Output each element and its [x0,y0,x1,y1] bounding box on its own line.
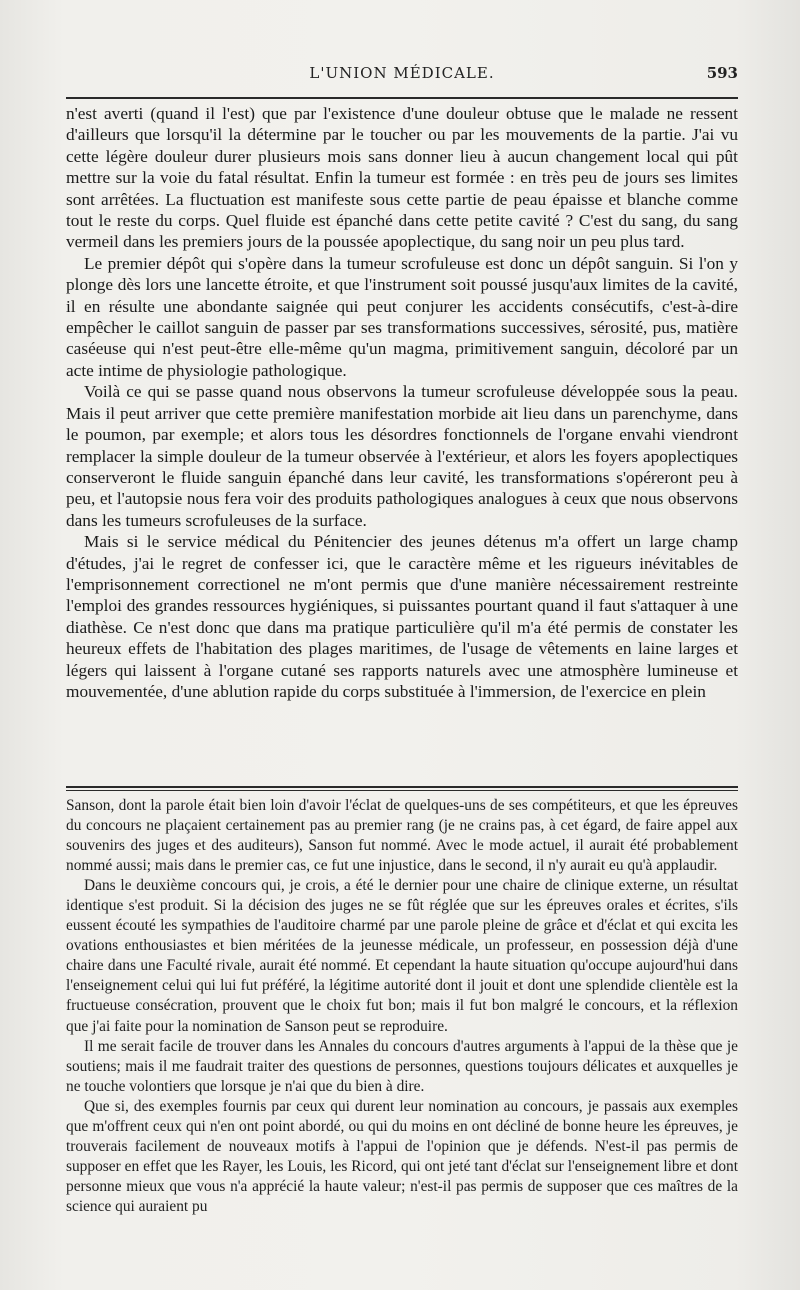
main-body-text [66,103,738,702]
footnote-separator [66,786,738,791]
body-paragraph: Voilà ce qui se passe quand nous observons la tumeur scrofuleuse développée sous la peau. Mais il peut arriver que cette première manifestation morbide ait lieu dans un parenchyme, dans le poumon, par exemple; et alors tous les désordres fonctionnels de l'organe envahi viendront remplacer la simple douleur de la tumeur observée à l'extérieur, et alors les foyers apoplectiques conserveront le fluide sanguin épanché dans leur cavité, les transformations s'opéreront peu à peu, et l'autopsie nous fera voir des produits pathologiques analogues à ceux que nous observons dans les tumeurs scrofuleuses de la surface. [66,382,738,530]
footnote-text [66,796,738,1217]
footnote-paragraph: Que si, des exemples fournis par ceux qui durent leur nomination au concours, je passais aux exemples que m'offrent ceux qui n'en ont point abordé, ou qui du moins en ont décliné de bonne heure les épreuves, je trouverais facilement de nouveaux motifs à l'appui de l'opinion que je défends. N'est-il pas permis de supposer en effet que les Rayer, les Louis, les Ricord, qui ont jeté tant d'éclat sur l'enseignement libre et dont personne mieux que vous n'a apprécié la haute valeur; n'est-il pas permis de supposer que ces maîtres de la science qui auraient pu [66,1097,738,1215]
header-rule [66,97,738,99]
footnote-paragraph: Il me serait facile de trouver dans les Annales du concours d'autres arguments à l'appui de la thèse que je soutiens; mais il me faudrait traiter des questions de personnes, questions toujours délicates et auxquelles je ne touche volontiers que lorsque je n'ai que du bien à dire. [66,1037,738,1095]
footnote-paragraph: Sanson, dont la parole était bien loin d'avoir l'éclat de quelques-uns de ses compétiteurs, et que les épreuves du concours ne plaçaient certainement pas au premier rang (je ne crains pas, à cet égard, de faire appel aux souvenirs des juges et des auditeurs), Sanson fut nommé. Avec le mode actuel, il aurait été probablement nommé aussi; mais dans le premier cas, ce fut une injustice, dans le second, il n'y aurait eu qu'à applaudir. [66,797,738,875]
running-header [66,60,738,90]
body-paragraph: Le premier dépôt qui s'opère dans la tumeur scrofuleuse est donc un dépôt sanguin. Si l'on y plonge dès lors une lancette étroite, et que l'instrument soit poussé jusqu'aux limites de la cavité, il en résulte une abondante saignée qui peut conjurer les accidents consécutifs, c'est-à-dire empêcher le caillot sanguin de passer par ses transformations successives, sérosité, pus, matière caséeuse qui n'est peut-être elle-même qu'un magma, primitivement sanguin, décoloré par un acte intime de physiologie pathologique. [66,253,738,380]
journal-title: L'UNION MÉDICALE. [309,64,495,82]
body-paragraph: n'est averti (quand il l'est) que par l'existence d'une douleur obtuse que le malade ne ressent d'ailleurs que lorsqu'il la détermine par le toucher ou par les mouvements de la partie. J'ai vu cette légère douleur durer plusieurs mois sans donner lieu à aucun changement local qui pût mettre sur la voie du fatal résultat. Enfin la tumeur est formée : en très peu de jours ses limites sont arrêtées. La fluctuation est manifeste sous cette partie de peau épaisse et blanche comme tout le reste du corps. Quel fluide est épanché dans cette petite cavité ? C'est du sang, du sang vermeil dans les premiers jours de la poussée apoplectique, du sang noir un peu plus tard. [66,104,738,252]
page-number: 593 [706,64,738,82]
footnote-paragraph: Dans le deuxième concours qui, je crois, a été le dernier pour une chaire de clinique externe, un résultat identique s'est produit. Si la décision des juges ne se fût réglée que sur les épreuves orales et écrites, s'ils eussent écouté les sympathies de l'auditoire charmé par une parole pleine de grâce et d'éclat et qui excita les ovations enthousiastes et bien méritées de la jeunesse médicale, un professeur, en possession déjà d'une chaire dans une Faculté rivale, aurait été nommé. Et cependant la haute situation qu'occupe aujourd'hui dans l'enseignement celui qui lui fut préféré, la légitime autorité dont il jouit et dont une splendide clientèle est la fructueuse consécration, prouvent que le choix fut bon; mais il fut bon malgré le concours, et la réflexion que j'ai faite pour la nomination de Sanson peut se reproduire. [66,877,738,1035]
body-paragraph: Mais si le service médical du Pénitencier des jeunes détenus m'a offert un large champ d'études, j'ai le regret de confesser ici, que le caractère même et les rigueurs inévitables de l'emprisonnement correctionel ne m'ont permis que d'une manière nécessairement restreinte l'emploi des grandes ressources hygiéniques, si puissantes pourtant quand il faut s'attaquer à une diathèse. Ce n'est donc que dans ma pratique particulière qu'il m'a été permis de constater les heureux effets de l'habitation des plages maritimes, de l'usage de vêtements en laine larges et légers qui laissent à l'organe cutané ses rapports naturels avec une atmosphère lumineuse et mouvementée, d'une ablution rapide du corps substituée à l'immersion, de l'exercice en plein [66,532,738,701]
